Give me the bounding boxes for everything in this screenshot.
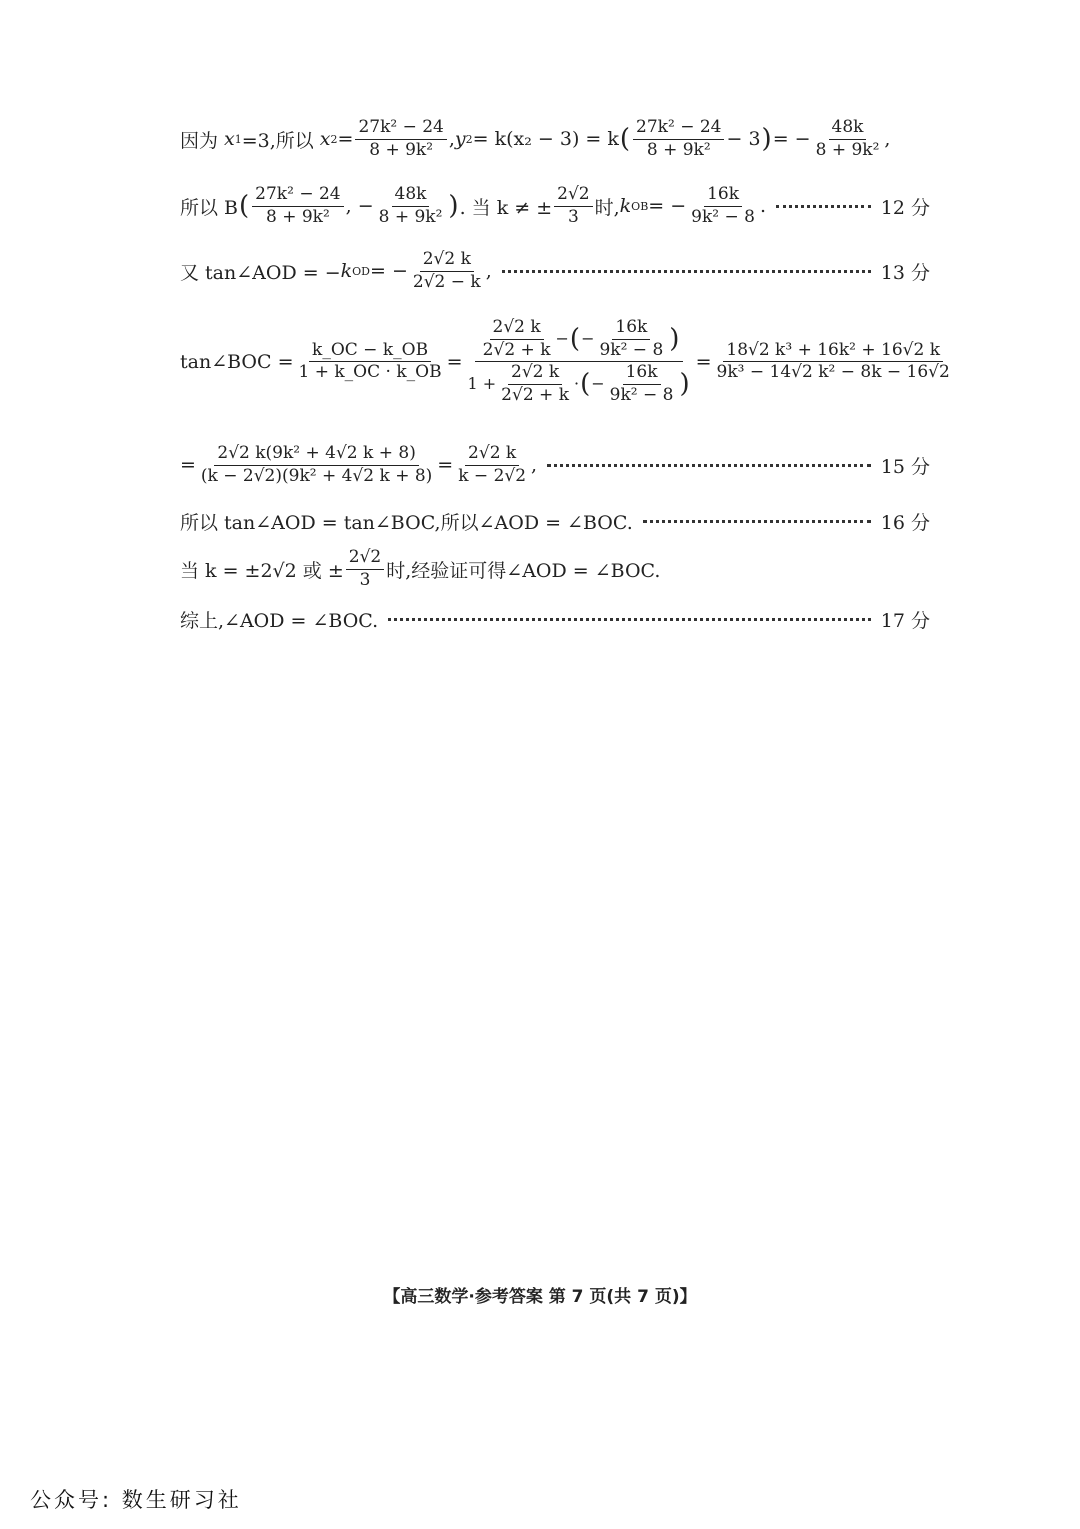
line-1	[180, 118, 930, 160]
denominator: 8 + 9k²	[378, 206, 443, 227]
fraction-kob	[688, 185, 758, 227]
fraction	[498, 363, 572, 405]
minus: −	[555, 328, 569, 348]
paren-open: (	[239, 191, 250, 222]
fraction-y2	[813, 118, 883, 160]
numerator: 18√2 k³ + 16k² + 16√2 k	[723, 341, 943, 363]
score: 17 分	[880, 610, 930, 632]
sub-od: OD	[352, 264, 370, 278]
comma: ,	[485, 260, 492, 283]
text: = −	[369, 260, 408, 283]
denominator: k − 2√2	[458, 465, 527, 486]
comma: ,	[531, 454, 538, 477]
dot-leader	[388, 618, 871, 621]
numerator: 2√2 k	[420, 250, 474, 272]
denominator: 8 + 9k²	[646, 139, 711, 160]
fraction-compound	[465, 318, 694, 405]
equals: =	[337, 128, 354, 151]
paren-open: (	[580, 369, 591, 400]
paren-close: )	[669, 324, 680, 355]
line-2	[180, 185, 930, 227]
period: .	[759, 195, 767, 218]
denominator: 1 + k_OC · k_OB	[298, 362, 442, 383]
denominator: 9k² − 8	[599, 339, 664, 360]
line-6	[180, 508, 930, 535]
numerator: 48k	[392, 185, 430, 207]
equals: =	[446, 350, 463, 373]
line-6-content	[180, 508, 633, 535]
fraction-inner	[633, 118, 724, 160]
text: . 当 k ≠ ±	[459, 196, 553, 219]
line-5	[180, 444, 930, 486]
equals: =	[695, 350, 712, 373]
equals: =	[180, 454, 196, 477]
compound-numerator	[475, 318, 684, 362]
page-footer: 【高三数学·参考答案 第 7 页(共 7 页)】	[383, 1287, 697, 1307]
minus: −	[591, 373, 605, 393]
fraction	[480, 318, 554, 360]
denominator: 2√2 − k	[412, 271, 481, 292]
numerator: 16k	[704, 185, 742, 207]
numerator: 16k	[623, 363, 661, 385]
line-8	[180, 606, 930, 633]
var-y2: y	[454, 128, 466, 151]
sub-y2: 2	[465, 132, 473, 146]
numerator: 2√2	[554, 185, 592, 207]
denominator: 9k³ − 14√2 k² − 8k − 16√2	[716, 362, 950, 383]
var-x1: x	[224, 128, 235, 151]
score: 15 分	[880, 455, 930, 478]
numerator: 27k² − 24	[252, 185, 343, 207]
sub-ob: OB	[631, 199, 649, 213]
text: 因为	[180, 129, 219, 152]
text: = −	[772, 128, 811, 151]
fraction-k-value	[346, 548, 384, 590]
numerator: 27k² − 24	[355, 118, 446, 140]
dot-leader	[547, 464, 871, 467]
dot-leader	[643, 520, 871, 523]
dot-leader	[776, 205, 871, 208]
paren-close: )	[448, 191, 459, 222]
paren-close: )	[761, 124, 772, 155]
fraction	[607, 363, 677, 405]
denominator: 8 + 9k²	[815, 139, 880, 160]
numerator: 2√2 k	[508, 363, 562, 385]
denominator: 3	[567, 206, 579, 227]
fraction-bx	[252, 185, 343, 227]
score: 12 分	[880, 196, 930, 219]
fraction-tan-aod	[410, 250, 484, 292]
var-k: k	[340, 260, 353, 283]
text: 时,经验证可得∠AOD = ∠BOC.	[386, 559, 661, 582]
fraction-k	[554, 185, 592, 227]
numerator: 48k	[829, 118, 867, 140]
line-4	[180, 317, 950, 405]
text: 综上,∠AOD = ∠BOC.	[180, 610, 379, 632]
fraction-factored	[198, 444, 435, 486]
comma: ,	[448, 128, 455, 151]
minus: −	[581, 328, 595, 348]
line-4-content	[180, 318, 955, 405]
denominator: 2√2 + k	[501, 384, 569, 405]
text: 又 tan∠AOD = −	[180, 261, 341, 284]
numerator: 16k	[612, 318, 650, 340]
fraction-tan-formula	[296, 341, 445, 383]
fraction-result	[714, 341, 953, 383]
sub-x2: 2	[330, 132, 338, 146]
denominator: 3	[359, 569, 371, 590]
comma: ,	[884, 128, 891, 151]
fraction-x2	[355, 118, 446, 160]
line-2-content	[180, 185, 766, 227]
equals: =	[437, 454, 454, 477]
text: = −	[648, 195, 687, 218]
numerator: 27k² − 24	[633, 118, 724, 140]
paren-open: (	[619, 124, 631, 155]
var-x2: x	[319, 128, 331, 151]
line-3-content	[180, 250, 492, 292]
line-3	[180, 250, 930, 292]
denominator: 8 + 9k²	[265, 206, 330, 227]
fraction-simplified	[455, 444, 529, 486]
line-5-content	[180, 444, 537, 486]
denominator: (k − 2√2)(9k² + 4√2 k + 8)	[200, 465, 433, 486]
denominator: 2√2 + k	[482, 339, 551, 360]
dot-leader	[502, 270, 871, 273]
score: 13 分	[880, 261, 930, 284]
line-1-content	[180, 118, 890, 160]
text: = k(x₂ − 3) = k	[472, 128, 619, 151]
denominator: 8 + 9k²	[369, 139, 434, 160]
text: tan∠BOC =	[180, 350, 294, 373]
text: 时,	[594, 196, 620, 219]
numerator: 2√2 k	[490, 318, 544, 340]
watermark: 公众号: 数生研习社	[30, 1488, 242, 1512]
text: , −	[345, 195, 374, 218]
text: 1 +	[467, 373, 497, 393]
denominator: 9k² − 8	[609, 384, 674, 405]
numerator: 2√2 k	[465, 444, 519, 466]
text: 当 k = ±2√2 或 ±	[180, 559, 344, 582]
text: − 3	[726, 128, 761, 151]
compound-denominator	[465, 362, 694, 405]
line-7-content	[180, 548, 660, 590]
text: 所以 B	[180, 196, 239, 219]
paren-close: )	[679, 369, 690, 400]
var-k: k	[619, 195, 632, 218]
numerator: k_OC − k_OB	[309, 341, 431, 363]
line-8-content	[180, 606, 378, 633]
fraction-by	[376, 185, 446, 227]
text: 所以 tan∠AOD = tan∠BOC,所以∠AOD = ∠BOC.	[180, 512, 633, 534]
sub-x1: 1	[234, 132, 242, 146]
text: =3,所以	[241, 129, 314, 152]
score: 16 分	[880, 512, 930, 534]
paren-open: (	[569, 324, 581, 355]
line-7	[180, 548, 930, 590]
numerator: 2√2	[346, 548, 384, 570]
denominator: 9k² − 8	[691, 206, 755, 227]
dot: ·	[574, 373, 580, 393]
fraction	[596, 318, 666, 360]
numerator: 2√2 k(9k² + 4√2 k + 8)	[214, 444, 418, 466]
